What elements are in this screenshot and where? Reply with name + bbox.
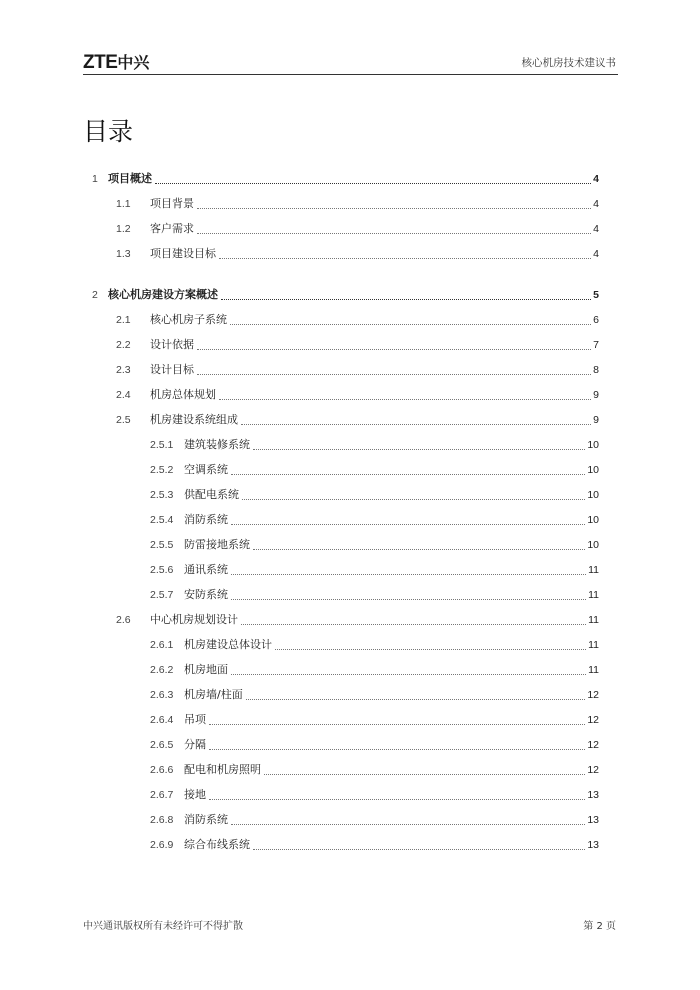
toc-entry-title: 机房总体规划 <box>150 388 216 401</box>
toc-entry-page: 12 <box>587 714 599 726</box>
toc-entry-number: 1.3 <box>116 248 131 260</box>
toc-entry-number: 2.6.8 <box>150 814 174 826</box>
toc-entry-title: 通讯系统 <box>184 563 228 576</box>
toc-entry-page: 11 <box>588 614 599 626</box>
toc-entry-number: 2.5.4 <box>150 514 174 526</box>
zte-logo <box>83 50 149 74</box>
toc-entry-title: 配电和机房照明 <box>184 763 261 776</box>
toc-leader-dots <box>253 849 585 850</box>
toc-entry-page: 12 <box>587 739 599 751</box>
toc-entry-page: 12 <box>587 764 599 776</box>
toc-entry-number: 2.6.7 <box>150 789 174 801</box>
toc-leader-dots <box>197 233 591 234</box>
toc-entry-page: 11 <box>588 664 599 676</box>
toc-entry-number: 2.3 <box>116 364 131 376</box>
toc-leader-dots <box>241 624 586 625</box>
toc-entry-page: 10 <box>587 439 599 451</box>
toc-entry[interactable] <box>116 195 599 213</box>
toc-entry-title: 项目建设目标 <box>150 247 216 260</box>
toc-leader-dots <box>219 258 591 259</box>
toc-entry-number: 2.5 <box>116 414 131 426</box>
toc-entry-page: 11 <box>588 564 599 576</box>
toc-entry-number: 2.5.5 <box>150 539 174 551</box>
toc-entry-title: 机房地面 <box>184 663 228 676</box>
toc-entry[interactable] <box>150 736 599 754</box>
toc-entry-title: 核心机房子系统 <box>150 313 227 326</box>
toc-entry[interactable] <box>116 220 599 238</box>
copyright-notice: 中兴通讯版权所有未经许可不得扩散 <box>83 921 243 932</box>
toc-entry-title: 防雷接地系统 <box>184 538 250 551</box>
toc-entry-title: 接地 <box>184 788 206 801</box>
toc-leader-dots <box>231 674 586 675</box>
toc-entry[interactable] <box>150 436 599 454</box>
logo-cn: 中兴 <box>117 53 150 72</box>
toc-entry[interactable] <box>150 811 599 829</box>
toc-entry[interactable] <box>92 286 599 304</box>
toc-entry-number: 2.6.1 <box>150 639 174 651</box>
toc-entry-number: 2.5.6 <box>150 564 174 576</box>
toc-entry-page: 4 <box>593 223 599 235</box>
toc-leader-dots <box>242 499 585 500</box>
toc-entry-number: 1.2 <box>116 223 131 235</box>
toc-entry-number: 2.1 <box>116 314 131 326</box>
toc-leader-dots <box>231 474 585 475</box>
toc-entry-number: 2.6 <box>116 614 131 626</box>
toc-entry[interactable] <box>116 311 599 329</box>
toc-entry-title: 安防系统 <box>184 588 228 601</box>
toc-leader-dots <box>197 349 591 350</box>
toc-entry-page: 4 <box>593 248 599 260</box>
toc-entry-page: 10 <box>587 539 599 551</box>
toc-entry[interactable] <box>150 786 599 804</box>
toc-entry-title: 项目概述 <box>108 172 152 185</box>
toc-entry-number: 2.5.2 <box>150 464 174 476</box>
toc-entry-title: 供配电系统 <box>184 488 239 501</box>
toc-entry[interactable] <box>116 611 599 629</box>
toc-entry-page: 8 <box>593 364 599 376</box>
toc-entry-title: 机房建设总体设计 <box>184 638 272 651</box>
toc-entry-title: 设计依据 <box>150 338 194 351</box>
toc-entry[interactable] <box>150 486 599 504</box>
toc-entry[interactable] <box>150 461 599 479</box>
toc-entry-title: 空调系统 <box>184 463 228 476</box>
toc-leader-dots <box>264 774 585 775</box>
toc-leader-dots <box>231 599 586 600</box>
toc-leader-dots <box>253 549 585 550</box>
toc-entry-title: 建筑装修系统 <box>184 438 250 451</box>
toc-entry-page: 9 <box>593 414 599 426</box>
toc-entry-number: 2.5.1 <box>150 439 174 451</box>
toc-entry[interactable] <box>150 636 599 654</box>
toc-leader-dots <box>155 183 591 184</box>
toc-entry[interactable] <box>150 836 599 854</box>
toc-entry[interactable] <box>150 761 599 779</box>
toc-entry[interactable] <box>150 686 599 704</box>
toc-entry[interactable] <box>92 170 599 188</box>
toc-entry[interactable] <box>150 561 599 579</box>
toc-entry-page: 13 <box>587 789 599 801</box>
page-number: 第 2 页 <box>583 921 616 932</box>
toc-entry-page: 5 <box>593 289 599 301</box>
toc-entry-number: 2 <box>92 289 98 301</box>
toc-entry-title: 综合布线系统 <box>184 838 250 851</box>
toc-entry-number: 2.6.2 <box>150 664 174 676</box>
toc-entry-number: 2.6.4 <box>150 714 174 726</box>
toc-leader-dots <box>230 324 591 325</box>
toc-entry-number: 1 <box>92 173 98 185</box>
toc-entry[interactable] <box>150 536 599 554</box>
toc-entry[interactable] <box>116 361 599 379</box>
toc-entry[interactable] <box>116 245 599 263</box>
toc-entry-page: 13 <box>587 814 599 826</box>
toc-entry-number: 2.5.7 <box>150 589 174 601</box>
toc-title: 目录 <box>83 117 134 146</box>
toc-leader-dots <box>197 208 591 209</box>
toc-entry[interactable] <box>150 586 599 604</box>
page-header <box>83 48 618 75</box>
toc-leader-dots <box>209 724 585 725</box>
toc-leader-dots <box>221 299 591 300</box>
toc-entry-page: 7 <box>593 339 599 351</box>
toc-entry-number: 1.1 <box>116 198 131 210</box>
toc-entry-page: 4 <box>593 173 599 185</box>
toc-entry[interactable] <box>150 711 599 729</box>
document-title: 核心机房技术建议书 <box>521 57 616 69</box>
toc-entry-title: 项目背景 <box>150 197 194 210</box>
toc-entry-title: 机房墙/柱面 <box>184 688 243 701</box>
toc-entry-page: 13 <box>587 839 599 851</box>
toc-leader-dots <box>253 449 585 450</box>
toc-entry-page: 6 <box>593 314 599 326</box>
toc-leader-dots <box>219 399 591 400</box>
toc-leader-dots <box>246 699 586 700</box>
toc-entry-number: 2.4 <box>116 389 131 401</box>
toc-entry-page: 10 <box>587 514 599 526</box>
toc-leader-dots <box>231 574 586 575</box>
toc-entry-page: 9 <box>593 389 599 401</box>
toc-entry-number: 2.6.9 <box>150 839 174 851</box>
toc-entry-title: 消防系统 <box>184 813 228 826</box>
toc-entry-title: 中心机房规划设计 <box>150 613 238 626</box>
toc-entry-title: 客户需求 <box>150 222 194 235</box>
toc-entry[interactable] <box>150 661 599 679</box>
toc-entry[interactable] <box>150 511 599 529</box>
toc-leader-dots <box>231 824 585 825</box>
toc-entry-title: 吊项 <box>184 713 206 726</box>
toc-entry-page: 11 <box>588 639 599 651</box>
toc-entry-title: 消防系统 <box>184 513 228 526</box>
toc-leader-dots <box>209 799 585 800</box>
toc-entry-title: 核心机房建设方案概述 <box>108 288 218 301</box>
toc-entry-title: 机房建设系统组成 <box>150 413 238 426</box>
toc-entry-page: 11 <box>588 589 599 601</box>
toc-entry[interactable] <box>116 411 599 429</box>
toc-entry-number: 2.6.6 <box>150 764 174 776</box>
toc-entry[interactable] <box>116 336 599 354</box>
toc-entry-number: 2.2 <box>116 339 131 351</box>
toc-leader-dots <box>197 374 591 375</box>
page-footer <box>83 917 618 933</box>
toc-entry-title: 设计目标 <box>150 363 194 376</box>
toc-entry-page: 10 <box>587 489 599 501</box>
toc-leader-dots <box>209 749 585 750</box>
toc-entry-number: 2.6.5 <box>150 739 174 751</box>
toc-entry-page: 4 <box>593 198 599 210</box>
toc-leader-dots <box>275 649 586 650</box>
toc-leader-dots <box>241 424 591 425</box>
logo-latin: ZTE <box>83 52 118 73</box>
toc-entry-page: 12 <box>587 689 599 701</box>
toc-entry-number: 2.6.3 <box>150 689 174 701</box>
toc-entry-number: 2.5.3 <box>150 489 174 501</box>
toc-leader-dots <box>231 524 585 525</box>
toc-entry-page: 10 <box>587 464 599 476</box>
toc-entry-title: 分隔 <box>184 738 206 751</box>
toc-entry[interactable] <box>116 386 599 404</box>
